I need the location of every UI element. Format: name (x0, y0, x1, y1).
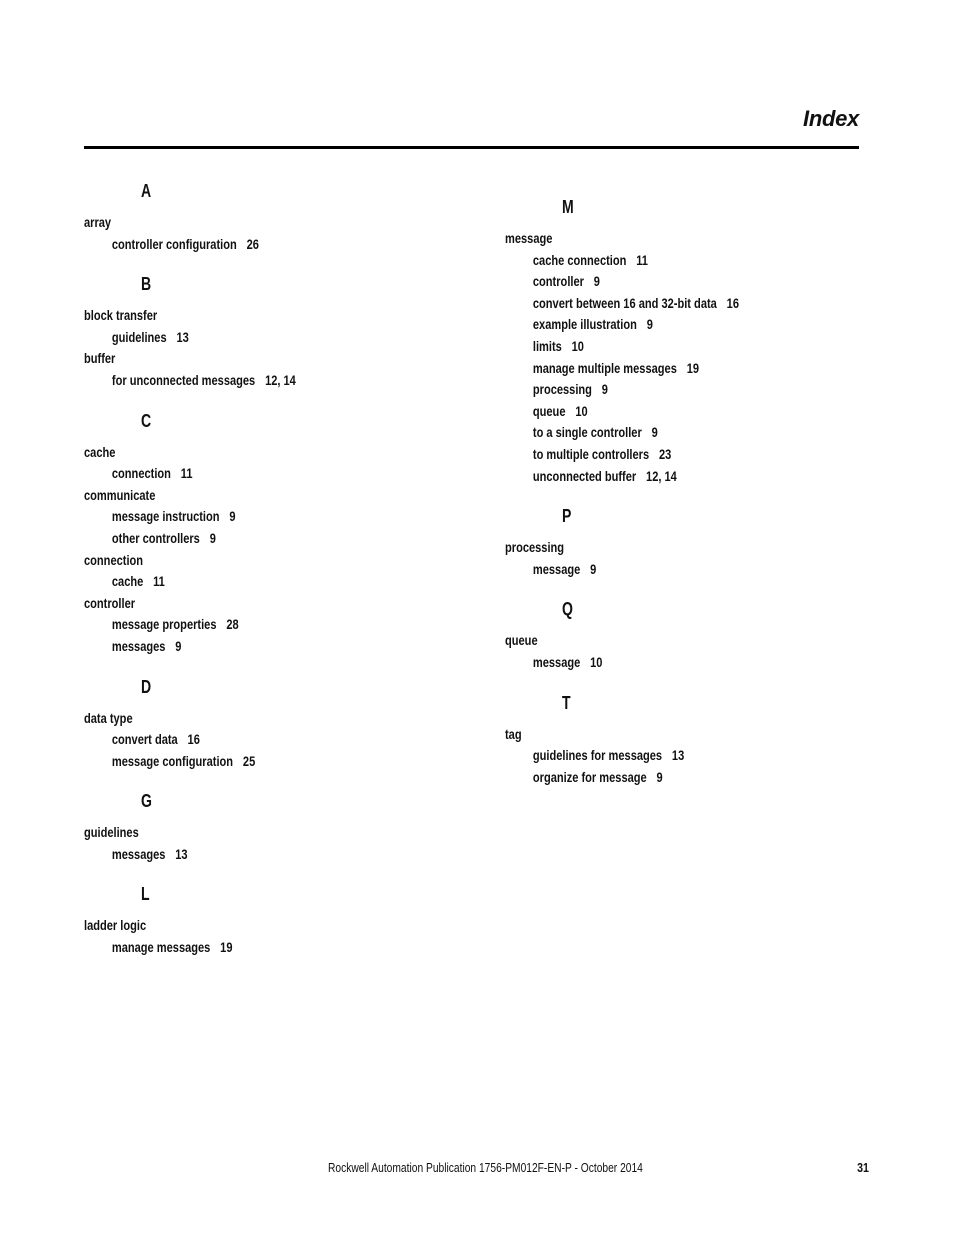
entry-term: cache connection (532, 252, 627, 268)
entry-page-link[interactable]: 11 (153, 574, 165, 590)
entry-page-link[interactable]: 13 (175, 846, 188, 862)
entry-page-link[interactable]: 13 (671, 748, 685, 764)
entry-page-link[interactable]: 28 (226, 617, 239, 633)
entry-term: communicate (84, 487, 156, 503)
index-section-g (84, 792, 484, 865)
index-section-m (505, 198, 905, 487)
index-subentry (505, 401, 833, 423)
entry-term: guidelines for messages (532, 748, 663, 764)
entry-term: message configuration (111, 753, 234, 769)
index-section-t (505, 694, 905, 789)
index-subentry (505, 652, 833, 674)
entry-term: messages (111, 638, 166, 654)
index-section-q (505, 600, 905, 673)
entry-term: message (532, 561, 581, 577)
index-subentry (505, 336, 833, 358)
section-letter: Q (562, 599, 573, 620)
index-entry (84, 550, 412, 572)
section-letter: P (562, 506, 572, 527)
index-column-left (84, 180, 484, 979)
section-letter: T (562, 692, 571, 713)
entry-term: array (84, 215, 112, 230)
footer-page-number: 31 (857, 1161, 869, 1175)
index-section-p (505, 507, 905, 580)
entry-page-link[interactable]: 9 (175, 638, 182, 654)
section-letter: L (141, 884, 150, 905)
entry-term: example illustration (532, 317, 637, 333)
entry-page-link[interactable]: 9 (601, 382, 608, 398)
index-subentry (84, 571, 412, 593)
entry-page-link[interactable]: 11 (180, 466, 193, 482)
index-subentry (84, 327, 412, 349)
entry-page-link[interactable]: 10 (575, 403, 588, 419)
entry-term: manage multiple messages (532, 360, 677, 376)
entry-term: other controllers (111, 530, 200, 546)
index-subentry (84, 844, 412, 866)
index-subentry (505, 559, 833, 581)
entry-term: convert between 16 and 32-bit data (532, 295, 717, 311)
entry-term: manage messages (111, 940, 211, 956)
entry-term: unconnected buffer (532, 468, 637, 484)
footer-publication: Rockwell Automation Publication 1756-PM012F-EN-P - October 2014 (328, 1161, 643, 1175)
entry-term: controller (84, 595, 136, 611)
index-entry (505, 228, 833, 250)
index-subentry (84, 729, 412, 751)
index-entry (84, 915, 412, 937)
index-subentry (505, 444, 833, 466)
index-subentry (505, 767, 833, 789)
entry-page-link[interactable]: 25 (242, 753, 256, 769)
entry-page-link[interactable]: 16 (726, 295, 739, 311)
entry-page-link[interactable]: 12, 14 (646, 468, 677, 484)
entry-term: to a single controller (532, 425, 642, 441)
entry-term: controller (532, 274, 584, 290)
entry-term: message (505, 231, 553, 246)
entry-term: message properties (111, 617, 217, 633)
index-subentry (84, 751, 412, 773)
entry-term: for unconnected messages (111, 372, 256, 388)
entry-term: data type (84, 710, 133, 726)
index-subentry (505, 379, 833, 401)
entry-term: message instruction (111, 509, 220, 525)
entry-page-link[interactable]: 9 (651, 425, 658, 441)
index-section-d (84, 678, 484, 773)
entry-term: messages (111, 846, 166, 862)
index-subentry (84, 636, 412, 658)
entry-page-link[interactable]: 9 (229, 509, 236, 525)
entry-term: tag (505, 726, 522, 742)
entry-page-link[interactable]: 10 (590, 654, 603, 670)
entry-term: buffer (84, 351, 116, 367)
entry-term: controller configuration (111, 236, 237, 252)
index-section-b (84, 275, 484, 391)
index-entry (84, 485, 412, 507)
entry-page-link[interactable]: 9 (593, 274, 600, 290)
entry-page-link[interactable]: 9 (590, 561, 597, 577)
entry-term: message (532, 654, 581, 670)
index-subentry (84, 370, 412, 392)
entry-page-link[interactable]: 12, 14 (265, 372, 296, 388)
index-entry (505, 724, 833, 746)
entry-term: processing (532, 382, 592, 398)
index-subentry (505, 422, 833, 444)
index-subentry (84, 937, 412, 959)
section-letter: C (141, 410, 152, 431)
entry-term: connection (111, 466, 171, 482)
index-subentry (505, 745, 833, 767)
section-letter: M (562, 197, 574, 217)
entry-term: to multiple controllers (532, 446, 650, 462)
index-subentry (505, 271, 833, 293)
entry-term: processing (505, 540, 565, 556)
entry-term: queue (532, 403, 566, 419)
section-letter: B (141, 274, 152, 295)
index-subentry (84, 463, 412, 485)
entry-term: cache (111, 574, 144, 590)
index-entry (84, 305, 412, 327)
entry-term: convert data (111, 732, 178, 748)
entry-term: guidelines (111, 329, 167, 345)
section-letter: A (141, 181, 152, 201)
entry-page-link[interactable]: 13 (176, 329, 189, 345)
index-subentry (84, 234, 412, 256)
entry-term: ladder logic (84, 918, 147, 934)
section-letter: D (141, 676, 152, 697)
entry-page-link[interactable]: 26 (246, 236, 259, 252)
page-title: Index (803, 106, 859, 131)
entry-page-link[interactable]: 19 (220, 940, 233, 956)
entry-page-link[interactable]: 23 (658, 446, 672, 462)
entry-term: block transfer (84, 308, 158, 324)
title-rule (84, 146, 859, 149)
index-subentry (505, 358, 833, 380)
entry-term: queue (505, 633, 538, 649)
index-entry (84, 593, 412, 615)
index-section-l (84, 885, 484, 958)
entry-page-link[interactable]: 11 (636, 252, 648, 268)
entry-page-link[interactable]: 9 (656, 769, 663, 785)
index-subentry (505, 250, 833, 272)
entry-term: connection (84, 552, 144, 568)
entry-page-link[interactable]: 9 (209, 530, 216, 546)
index-entry (505, 630, 833, 652)
entry-term: limits (532, 338, 562, 354)
index-subentry (505, 314, 833, 336)
index-column-right (505, 196, 905, 808)
index-subentry (505, 466, 833, 488)
entry-term: cache (84, 444, 116, 460)
entry-term: organize for message (532, 769, 647, 785)
index-section-a (84, 182, 484, 255)
index-section-c (84, 412, 484, 658)
index-subentry (84, 528, 412, 550)
index-subentry (84, 506, 412, 528)
index-entry (84, 348, 412, 370)
entry-page-link[interactable]: 10 (571, 338, 584, 354)
index-entry (84, 442, 412, 464)
section-letter: G (141, 791, 152, 812)
index-entry (505, 537, 833, 559)
index-subentry (505, 293, 833, 315)
entry-term: guidelines (84, 825, 139, 841)
index-subentry (84, 614, 412, 636)
index-entry (84, 708, 412, 730)
entry-page-link[interactable]: 16 (187, 732, 200, 748)
index-entry (84, 212, 412, 234)
entry-page-link[interactable]: 19 (686, 360, 700, 376)
index-entry (84, 822, 412, 844)
entry-page-link[interactable]: 9 (646, 317, 653, 333)
